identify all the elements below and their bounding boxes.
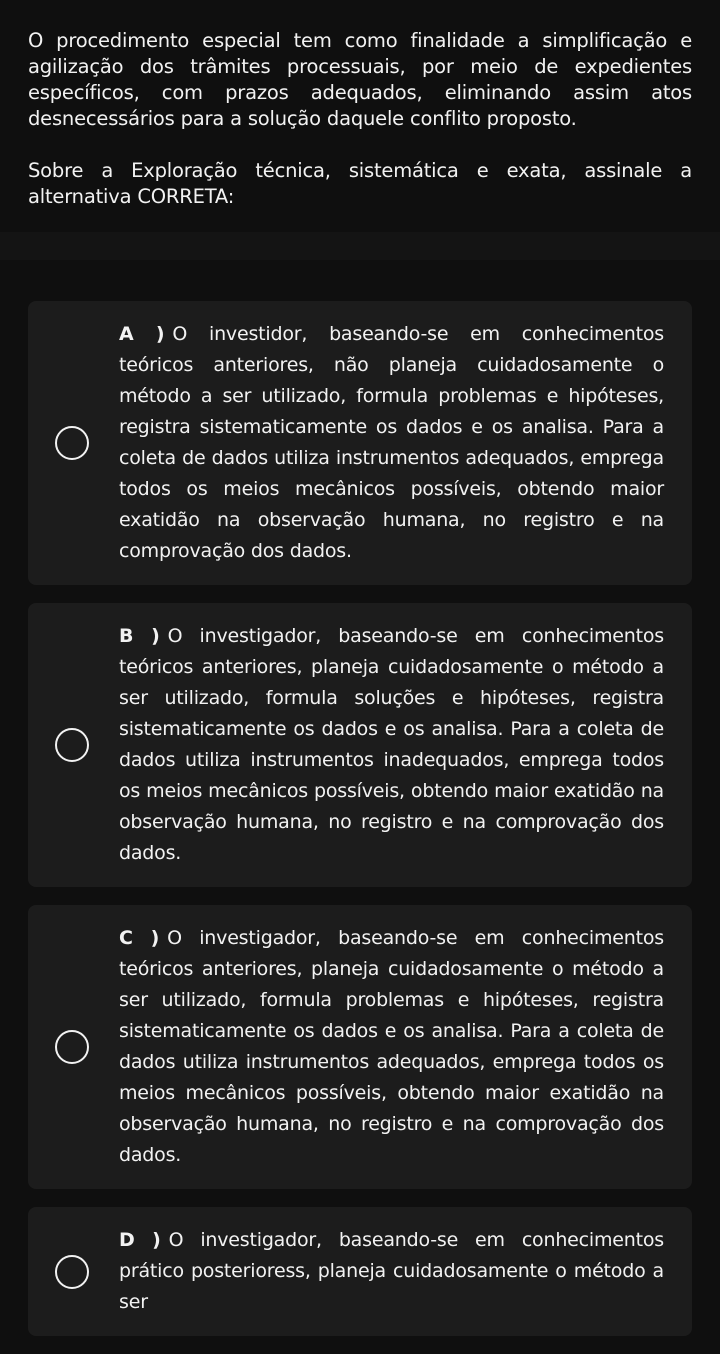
section-divider (0, 232, 720, 260)
option-letter: C ) (119, 927, 160, 949)
question-stem: Sobre a Exploração técnica, sistemática e exata, assinale a alternativa CORRETA: (28, 159, 692, 208)
option-body: O investidor, baseando-se em conhecimentos teóricos anteriores, não planeja cuidadosamente o método a ser utilizado, formula problemas e hipóteses, registra sistematicamente os dados e os analisa. Para a coleta de dados utiliza instrumentos adequados, emprega todos os meios mecânicos possíveis, obtendo maior exatidão na observação humana, no registro e na comprovação dos dados. (119, 323, 664, 562)
option-text (119, 923, 664, 1171)
option-text (119, 621, 664, 869)
radio-circle-icon[interactable] (55, 728, 89, 762)
answer-options (28, 301, 692, 1354)
option-body: O investigador, baseando-se em conhecimentos teóricos anteriores, planeja cuidadosamente o método a ser utilizado, formula soluções e hipóteses, registra sistematicamente os dados e os analisa. Para a coleta de dados utiliza instrumentos inadequados, emprega todos os meios mecânicos possíveis, obtendo maior exatidão na observação humana, no registro e na comprovação dos dados. (119, 625, 665, 864)
question-intro: O procedimento especial tem como finalidade a simplificação e agilização dos trâmites processuais, por meio de expedientes específicos, com prazos adequados, eliminando assim atos desnecessários para a solução daquele conflito proposto. (28, 29, 692, 130)
radio-circle-icon[interactable] (55, 426, 89, 460)
option-d[interactable] (28, 1207, 692, 1336)
option-c[interactable] (28, 905, 692, 1189)
option-body: O investigador, baseando-se em conhecimentos prático posterioress, planeja cuidadosamente o método a ser (119, 1229, 664, 1313)
option-b[interactable] (28, 603, 692, 887)
option-letter: B ) (119, 625, 160, 647)
option-letter: D ) (119, 1229, 161, 1251)
radio-circle-icon[interactable] (55, 1255, 89, 1289)
option-text (119, 1225, 664, 1318)
option-body: O investigador, baseando-se em conhecimentos teóricos anteriores, planeja cuidadosamente o método a ser utilizado, formula problemas e hipóteses, registra sistematicamente os dados e os analisa. Para a coleta de dados utiliza instrumentos adequados, emprega todos os meios mecânicos possíveis, obtendo maior exatidão na observação humana, no registro e na comprovação dos dados. (119, 927, 664, 1166)
option-text (119, 319, 664, 567)
option-a[interactable] (28, 301, 692, 585)
radio-circle-icon[interactable] (55, 1030, 89, 1064)
question-text (28, 28, 692, 210)
option-letter: A ) (119, 323, 165, 345)
